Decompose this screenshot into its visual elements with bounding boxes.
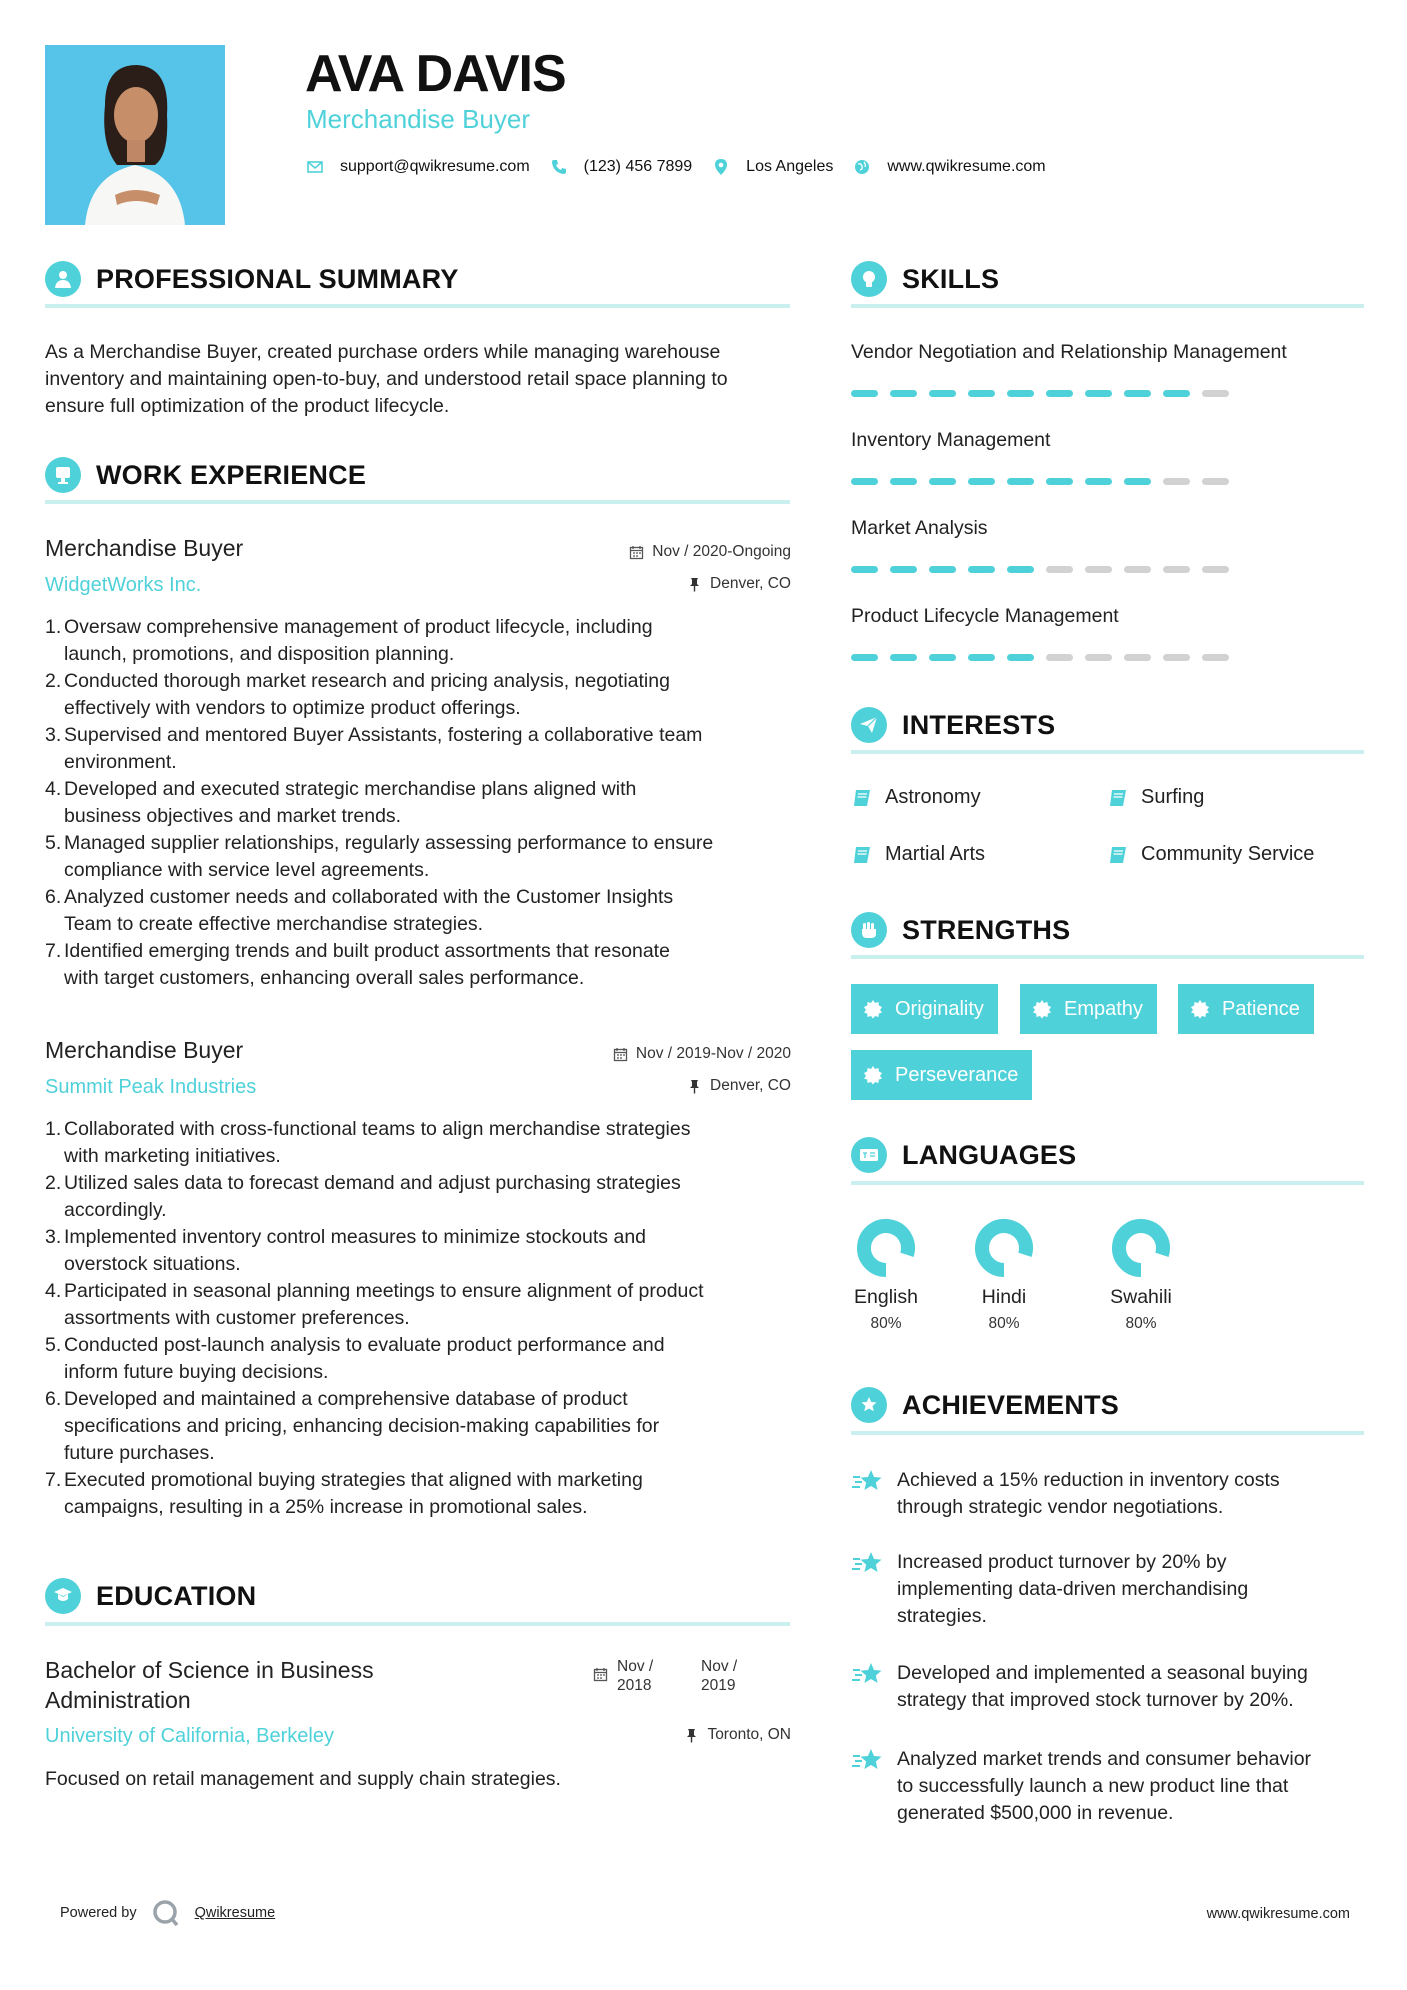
responsibility-item	[45, 1386, 805, 1467]
skill-dash-filled	[890, 566, 917, 573]
education-description: Focused on retail management and supply chain strategies.	[45, 1768, 561, 1790]
contact-location	[712, 158, 833, 176]
responsibility-item	[45, 1278, 805, 1332]
responsibility-text	[64, 722, 702, 776]
skill-dash-empty	[1124, 566, 1151, 573]
responsibility-text	[64, 614, 653, 668]
summary-heading-title: PROFESSIONAL SUMMARY	[96, 263, 459, 294]
education-start-date	[617, 1657, 701, 1695]
strengths-heading	[851, 912, 1070, 948]
language-2-gauge	[974, 1218, 1034, 1278]
skill-dash-filled	[1007, 390, 1034, 397]
responsibility-text	[64, 1278, 704, 1332]
language-gauge-arc	[982, 1226, 1026, 1270]
skill-dash-empty	[1202, 566, 1229, 573]
responsibility-text	[64, 1170, 681, 1224]
responsibility-number: 3.	[45, 1226, 62, 1248]
skill-dash-empty	[1202, 478, 1229, 485]
interest-3	[851, 843, 985, 866]
language-2	[944, 1218, 1064, 1333]
skill-dash-empty	[1085, 654, 1112, 661]
interest-1	[851, 786, 981, 809]
skills-divider	[851, 304, 1364, 308]
skill-dash-filled	[890, 390, 917, 397]
job-1-company: WidgetWorks Inc.	[45, 574, 202, 596]
skill-dash-empty	[1124, 654, 1151, 661]
skill-dash-filled	[851, 566, 878, 573]
responsibility-line: compliance with service level agreements.	[64, 859, 430, 881]
interests-divider	[851, 750, 1364, 754]
summary-text: As a Merchandise Buyer, created purchase orders while managing warehouse inventory and maintaining open-to-buy, and understood retail space planning to ensure full optimization of the product lifecycle.	[45, 341, 728, 417]
achievement-3-text	[897, 1660, 1308, 1714]
responsibility-line: Supervised and mentored Buyer Assistants, fostering a collaborative team	[64, 724, 703, 746]
responsibility-item	[45, 614, 805, 668]
responsibility-number: 6.	[45, 886, 62, 908]
responsibility-number: 7.	[45, 940, 62, 962]
skill-dash-filled	[1046, 478, 1073, 485]
book-icon	[1107, 844, 1129, 866]
contact-phone-text: (123) 456 7899	[583, 158, 693, 175]
skill-4-name: Product Lifecycle Management	[851, 605, 1119, 627]
badge-icon	[1190, 999, 1210, 1019]
achievement-line: through strategic vendor negotiations.	[897, 1496, 1224, 1518]
responsibility-item	[45, 722, 805, 776]
education-heading-title: EDUCATION	[96, 1580, 257, 1611]
job-1-location-text: Denver, CO	[710, 575, 791, 592]
responsibility-number: 5.	[45, 1334, 62, 1356]
responsibility-line: effectively with vendors to optimize product offerings.	[64, 697, 521, 719]
skill-dash-empty	[1046, 654, 1073, 661]
achievement-line: implementing data-driven merchandising	[897, 1578, 1249, 1600]
achievement-4-text	[897, 1746, 1311, 1827]
responsibility-number: 4.	[45, 1280, 62, 1302]
contact-bar	[306, 158, 1066, 176]
skill-dash-filled	[968, 654, 995, 661]
strength-tag-3	[1178, 984, 1314, 1034]
education-start-line-2: 2018	[617, 1677, 652, 1694]
achievement-4	[851, 1746, 1371, 1827]
achievement-1-text	[897, 1467, 1280, 1521]
responsibility-line: Managed supplier relationships, regularly assessing performance to ensure	[64, 832, 714, 854]
language-3-name: Swahili	[1110, 1286, 1172, 1308]
responsibility-line: inform future buying decisions.	[64, 1361, 329, 1383]
achievements-divider	[851, 1431, 1364, 1435]
responsibility-line: launch, promotions, and disposition planning.	[64, 643, 455, 665]
education-degree-line-2: Administration	[45, 1687, 191, 1713]
responsibility-item	[45, 1170, 805, 1224]
badge-icon	[863, 1065, 883, 1085]
responsibility-line: with marketing initiatives.	[64, 1145, 281, 1167]
briefcase-icon	[45, 457, 81, 493]
footer-powered-by	[60, 1898, 275, 1928]
skill-dash-filled	[1124, 478, 1151, 485]
achievement-line: Developed and implemented a seasonal buying	[897, 1662, 1308, 1684]
responsibility-item	[45, 1467, 805, 1521]
skill-dash-empty	[1046, 566, 1073, 573]
responsibility-item	[45, 1116, 805, 1170]
experience-heading	[45, 457, 366, 493]
education-location	[684, 1726, 791, 1744]
achievement-line: Increased product turnover by 20% by	[897, 1551, 1227, 1573]
language-2-name: Hindi	[981, 1286, 1027, 1308]
responsibility-text	[64, 884, 673, 938]
job-2-responsibilities	[45, 1116, 805, 1521]
star-icon	[851, 1467, 885, 1497]
language-1-name: English	[854, 1286, 918, 1308]
job-2-location-text: Denver, CO	[710, 1077, 791, 1094]
envelope-icon	[306, 158, 324, 176]
book-icon	[1107, 787, 1129, 809]
skill-dash-empty	[1163, 654, 1190, 661]
responsibility-number: 1.	[45, 1118, 62, 1140]
skill-dash-filled	[890, 654, 917, 661]
candidate-name: AVA DAVIS	[305, 45, 566, 103]
job-1-title: Merchandise Buyer	[45, 535, 244, 561]
responsibility-number: 6.	[45, 1388, 62, 1410]
achievement-line: strategy that improved stock turnover by 20%.	[897, 1689, 1294, 1711]
achievement-line: Achieved a 15% reduction in inventory costs	[897, 1469, 1280, 1491]
experience-divider	[45, 500, 790, 504]
interests-heading	[851, 707, 1055, 743]
skill-dash-empty	[1202, 654, 1229, 661]
achievement-line: Analyzed market trends and consumer behavior	[897, 1748, 1312, 1770]
education-end-line-2: 2019	[701, 1677, 736, 1694]
interest-3-label: Martial Arts	[885, 843, 986, 865]
responsibility-line: Participated in seasonal planning meetings to ensure alignment of product	[64, 1280, 704, 1302]
language-3-level: 80%	[1125, 1315, 1157, 1332]
interest-4-label: Community Service	[1141, 843, 1315, 865]
experience-heading-title: WORK EXPERIENCE	[96, 459, 367, 490]
interests-heading-title: INTERESTS	[902, 709, 1056, 740]
skill-1-bar	[851, 390, 1241, 397]
badge-icon	[863, 999, 883, 1019]
responsibility-item	[45, 938, 805, 992]
skill-dash-filled	[1163, 390, 1190, 397]
skill-dash-filled	[851, 654, 878, 661]
responsibility-number: 7.	[45, 1469, 62, 1491]
responsibility-line: Utilized sales data to forecast demand and adjust purchasing strategies	[64, 1172, 681, 1194]
responsibility-item	[45, 1332, 805, 1386]
skill-1-name: Vendor Negotiation and Relationship Management	[851, 341, 1287, 363]
responsibility-line: Developed and executed strategic merchandise plans aligned with	[64, 778, 637, 800]
education-end-line-1: Nov /	[701, 1658, 738, 1675]
language-gauge-arc	[864, 1226, 908, 1270]
responsibility-item	[45, 776, 805, 830]
profile-photo	[45, 45, 225, 225]
calendar-icon	[613, 1047, 628, 1062]
contact-website[interactable]	[853, 158, 1045, 176]
strength-tag-1	[851, 984, 998, 1034]
pushpin-icon	[687, 577, 702, 592]
footer-url[interactable]: www.qwikresume.com	[1206, 1906, 1350, 1922]
responsibility-item	[45, 1224, 805, 1278]
book-icon	[851, 844, 873, 866]
job-1-dates	[629, 543, 791, 561]
achievement-2	[851, 1549, 1371, 1630]
skill-3-bar	[851, 566, 1241, 573]
responsibility-line: with target customers, enhancing overall sales performance.	[64, 967, 585, 989]
responsibility-line: Identified emerging trends and built product assortments that resonate	[64, 940, 670, 962]
calendar-icon	[593, 1667, 608, 1682]
education-divider	[45, 1622, 790, 1626]
skill-dash-filled	[1124, 390, 1151, 397]
education-end-date	[701, 1657, 737, 1695]
strength-tag-2-label: Empathy	[1064, 997, 1143, 1020]
achievements-heading	[851, 1387, 1119, 1423]
strength-tag-2	[1020, 984, 1157, 1034]
responsibility-line: Implemented inventory control measures to minimize stockouts and	[64, 1226, 647, 1248]
job-2-title: Merchandise Buyer	[45, 1037, 244, 1063]
language-3	[1081, 1218, 1201, 1333]
skills-heading-title: SKILLS	[902, 263, 1000, 294]
responsibility-text	[64, 1332, 665, 1386]
responsibility-text	[64, 776, 636, 830]
strength-tag-4	[851, 1050, 1032, 1100]
education-degree	[45, 1655, 495, 1715]
interest-2	[1107, 786, 1204, 809]
responsibility-item	[45, 884, 805, 938]
skill-dash-filled	[968, 478, 995, 485]
lightbulb-icon	[851, 261, 887, 297]
education-dates	[593, 1657, 737, 1695]
interest-2-label: Surfing	[1141, 786, 1205, 808]
skill-dash-filled	[929, 390, 956, 397]
responsibility-text	[64, 938, 670, 992]
skill-dash-empty	[1202, 390, 1229, 397]
qwikresume-logo-icon	[151, 1898, 181, 1928]
skill-2-name: Inventory Management	[851, 429, 1051, 451]
summary-heading	[45, 261, 459, 297]
responsibility-number: 3.	[45, 724, 62, 746]
job-2-company: Summit Peak Industries	[45, 1076, 257, 1098]
phone-icon	[550, 158, 568, 176]
achievement-3	[851, 1660, 1371, 1714]
job-2-dates	[613, 1045, 791, 1063]
skill-2-bar	[851, 478, 1241, 485]
responsibility-line: accordingly.	[64, 1199, 167, 1221]
strength-tag-4-label: Perseverance	[895, 1063, 1019, 1086]
skills-heading	[851, 261, 999, 297]
language-card-icon	[851, 1137, 887, 1173]
star-icon	[851, 1549, 885, 1579]
responsibility-text	[64, 830, 713, 884]
achievement-line: to successfully launch a new product line that	[897, 1775, 1289, 1797]
languages-heading-title: LANGUAGES	[902, 1139, 1077, 1170]
responsibility-line: environment.	[64, 751, 177, 773]
achievement-2-text	[897, 1549, 1248, 1630]
skill-dash-filled	[1085, 478, 1112, 485]
skill-dash-filled	[968, 390, 995, 397]
strengths-divider	[851, 955, 1364, 959]
responsibility-number: 5.	[45, 832, 62, 854]
education-school: University of California, Berkeley	[45, 1725, 334, 1747]
job-1-responsibilities	[45, 614, 805, 992]
contact-location-text: Los Angeles	[746, 158, 834, 175]
summary-divider	[45, 304, 790, 308]
achievement-line: strategies.	[897, 1605, 987, 1627]
achievement-1	[851, 1467, 1371, 1521]
responsibility-text	[64, 1467, 643, 1521]
book-icon	[851, 787, 873, 809]
responsibility-text	[64, 1116, 690, 1170]
responsibility-number: 2.	[45, 670, 62, 692]
languages-heading	[851, 1137, 1076, 1173]
job-1-location	[687, 575, 791, 593]
graduation-cap-icon	[45, 1578, 81, 1614]
job-2-location	[687, 1077, 791, 1095]
star-icon	[851, 1746, 885, 1776]
skill-dash-empty	[1163, 478, 1190, 485]
responsibility-line: business objectives and market trends.	[64, 805, 402, 827]
user-icon	[45, 261, 81, 297]
pushpin-icon	[687, 1079, 702, 1094]
skill-dash-filled	[1085, 390, 1112, 397]
footer-brand-link[interactable]: Qwikresume	[194, 1905, 276, 1921]
skill-dash-filled	[851, 390, 878, 397]
skill-dash-filled	[929, 478, 956, 485]
badge-icon	[1032, 999, 1052, 1019]
responsibility-line: assortments with customer preferences.	[64, 1307, 410, 1329]
responsibility-text	[64, 1386, 659, 1467]
language-2-level: 80%	[988, 1315, 1020, 1332]
skill-4-bar	[851, 654, 1241, 661]
responsibility-text	[64, 668, 670, 722]
skill-dash-filled	[1007, 654, 1034, 661]
responsibility-line: specifications and pricing, enhancing decision-making capabilities for	[64, 1415, 660, 1437]
responsibility-line: Developed and maintained a comprehensive database of product	[64, 1388, 628, 1410]
responsibility-text	[64, 1224, 646, 1278]
language-1	[826, 1218, 946, 1333]
paper-plane-icon	[851, 707, 887, 743]
map-pin-icon	[712, 158, 730, 176]
responsibility-line: Executed promotional buying strategies that aligned with marketing	[64, 1469, 643, 1491]
education-location-text: Toronto, ON	[707, 1726, 791, 1743]
contact-email-text: support@qwikresume.com	[340, 158, 530, 175]
job-1-dates-text: Nov / 2020-Ongoing	[652, 543, 791, 560]
language-3-gauge	[1111, 1218, 1171, 1278]
language-gauge-arc	[1119, 1226, 1163, 1270]
responsibility-line: Conducted thorough market research and pricing analysis, negotiating	[64, 670, 670, 692]
responsibility-line: Oversaw comprehensive management of product lifecycle, including	[64, 616, 653, 638]
language-1-level: 80%	[870, 1315, 902, 1332]
responsibility-number: 1.	[45, 616, 62, 638]
job-2-dates-text: Nov / 2019-Nov / 2020	[635, 1045, 791, 1062]
interest-4	[1107, 843, 1314, 866]
responsibility-line: future purchases.	[64, 1442, 215, 1464]
responsibility-line: Conducted post-launch analysis to evaluate product performance and	[64, 1334, 665, 1356]
skill-3-name: Market Analysis	[851, 517, 988, 539]
responsibility-line: Team to create effective merchandise strategies.	[64, 913, 484, 935]
achievement-line: generated $500,000 in revenue.	[897, 1802, 1174, 1824]
skill-dash-empty	[1163, 566, 1190, 573]
skill-dash-filled	[1007, 478, 1034, 485]
interest-1-label: Astronomy	[885, 786, 981, 808]
strength-tag-3-label: Patience	[1222, 997, 1300, 1020]
strengths-heading-title: STRENGTHS	[902, 914, 1071, 945]
responsibility-number: 4.	[45, 778, 62, 800]
achievements-heading-title: ACHIEVEMENTS	[902, 1389, 1119, 1420]
skill-dash-filled	[968, 566, 995, 573]
contact-phone[interactable]	[550, 158, 693, 176]
responsibility-line: campaigns, resulting in a 25% increase in promotional sales.	[64, 1496, 588, 1518]
globe-icon	[853, 158, 871, 176]
education-start-line-1: Nov /	[617, 1658, 654, 1675]
responsibility-number: 2.	[45, 1172, 62, 1194]
pushpin-icon	[684, 1728, 699, 1743]
contact-email[interactable]	[306, 158, 530, 176]
responsibility-line: Analyzed customer needs and collaborated with the Customer Insights	[64, 886, 674, 908]
star-icon	[851, 1660, 885, 1690]
languages-divider	[851, 1181, 1364, 1185]
trophy-star-icon	[851, 1387, 887, 1423]
skill-dash-filled	[1046, 390, 1073, 397]
skill-dash-filled	[851, 478, 878, 485]
skill-dash-filled	[1007, 566, 1034, 573]
strength-tag-1-label: Originality	[895, 997, 984, 1020]
contact-website-text: www.qwikresume.com	[887, 158, 1046, 175]
skill-dash-filled	[890, 478, 917, 485]
education-heading	[45, 1578, 256, 1614]
responsibility-item	[45, 668, 805, 722]
responsibility-item	[45, 830, 805, 884]
candidate-title: Merchandise Buyer	[306, 104, 530, 134]
skill-dash-filled	[929, 566, 956, 573]
responsibility-line: overstock situations.	[64, 1253, 241, 1275]
skill-dash-filled	[929, 654, 956, 661]
calendar-icon	[629, 545, 644, 560]
footer-powered-label: Powered by	[60, 1905, 137, 1921]
responsibility-line: Collaborated with cross-functional teams to align merchandise strategies	[64, 1118, 691, 1140]
fist-icon	[851, 912, 887, 948]
skill-dash-empty	[1085, 566, 1112, 573]
education-degree-line-1: Bachelor of Science in Business	[45, 1657, 374, 1683]
language-1-gauge	[856, 1218, 916, 1278]
